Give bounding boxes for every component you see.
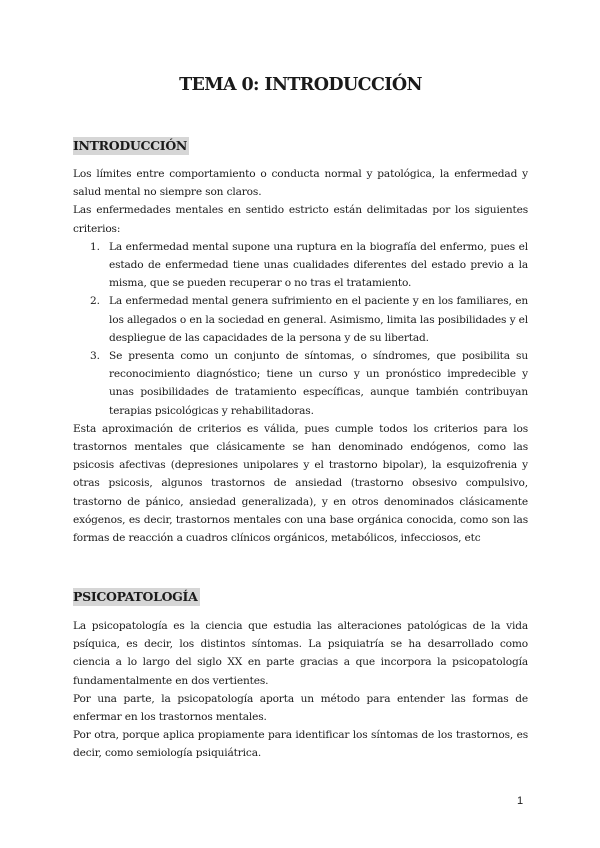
list-item-text: Se presenta como un conjunto de síntomas, o síndromes, que posibilita su reconocimiento diagnóstico; tiene un curso y un pronóstico impredecible y unas posibilidades de tratamiento específicas, aunque también contribuyan terapias psicológicas y rehabilitadoras. [109,350,528,417]
list-item [73,347,528,420]
paragraph: Por una parte, la psicopatología aporta un método para entender las formas de enfermar en los trastornos mentales. [73,692,528,724]
list-number: 3. [90,350,100,363]
page-number: 1 [517,795,524,807]
section-body-psicopatologia [73,617,528,763]
section-heading-introduccion: INTRODUCCIÓN [73,138,188,153]
paragraph: Por otra, porque aplica propiamente para identificar los síntomas de los trastornos, es decir, como semiología psiquiátrica. [73,729,528,760]
list-number: 2. [90,295,100,308]
document-title: TEMA 0: INTRODUCCIÓN [179,75,422,95]
list-item-text: La enfermedad mental supone una ruptura en la biografía del enfermo, pues el estado de enfermedad tiene unas cualidades diferentes del estado previo a la misma, que se pueden recuperar o no tras el tratamiento. [109,240,528,290]
paragraph: Esta aproximación de criterios es válida, pues cumple todos los criterios para los trastornos mentales que clásicamente se han denominado endógenos, como las psicosis afectivas (depresiones unipolares y el trastorno bipolar), la esquizofrenia y otras psicosis, algunos trastornos de ansiedad (trastorno obsesivo compulsivo, trastorno de pánico, ansiedad generalizada), y en otros denominados clásicamente exógenos, es decir, trastornos mentales con una base orgánica conocida, como son las formas de reacción a cuadros clínicos orgánicos, metabólicos, infecciosos, etc [73,422,528,545]
section-body-introduccion [73,165,528,547]
paragraph: Las enfermedades mentales en sentido estricto están delimitadas por los siguientes criterios: [73,204,528,235]
criteria-list [73,238,528,420]
paragraph: Los límites entre comportamiento o conducta normal y patológica, la enfermedad y salud mental no siempre son claros. [73,168,528,199]
list-item-text: La enfermedad mental genera sufrimiento en el paciente y en los familiares, en los allegados o en la sociedad en general. Asimismo, limita las posibilidades y el despliegue de las capacidades de la persona y de su libertad. [109,295,528,344]
list-item [73,292,528,347]
list-item [73,238,528,293]
list-number: 1. [90,240,100,253]
section-heading-psicopatologia: PSICOPATOLOGÍA [73,589,198,604]
paragraph: La psicopatología es la ciencia que estudia las alteraciones patológicas de la vida psíquica, es decir, los distintos síntomas. La psiquiatría se ha desarrollado como ciencia a lo largo del siglo XX en parte gracias a que incorpora la psicopatología fundamentalmente en dos vertientes. [73,620,528,687]
